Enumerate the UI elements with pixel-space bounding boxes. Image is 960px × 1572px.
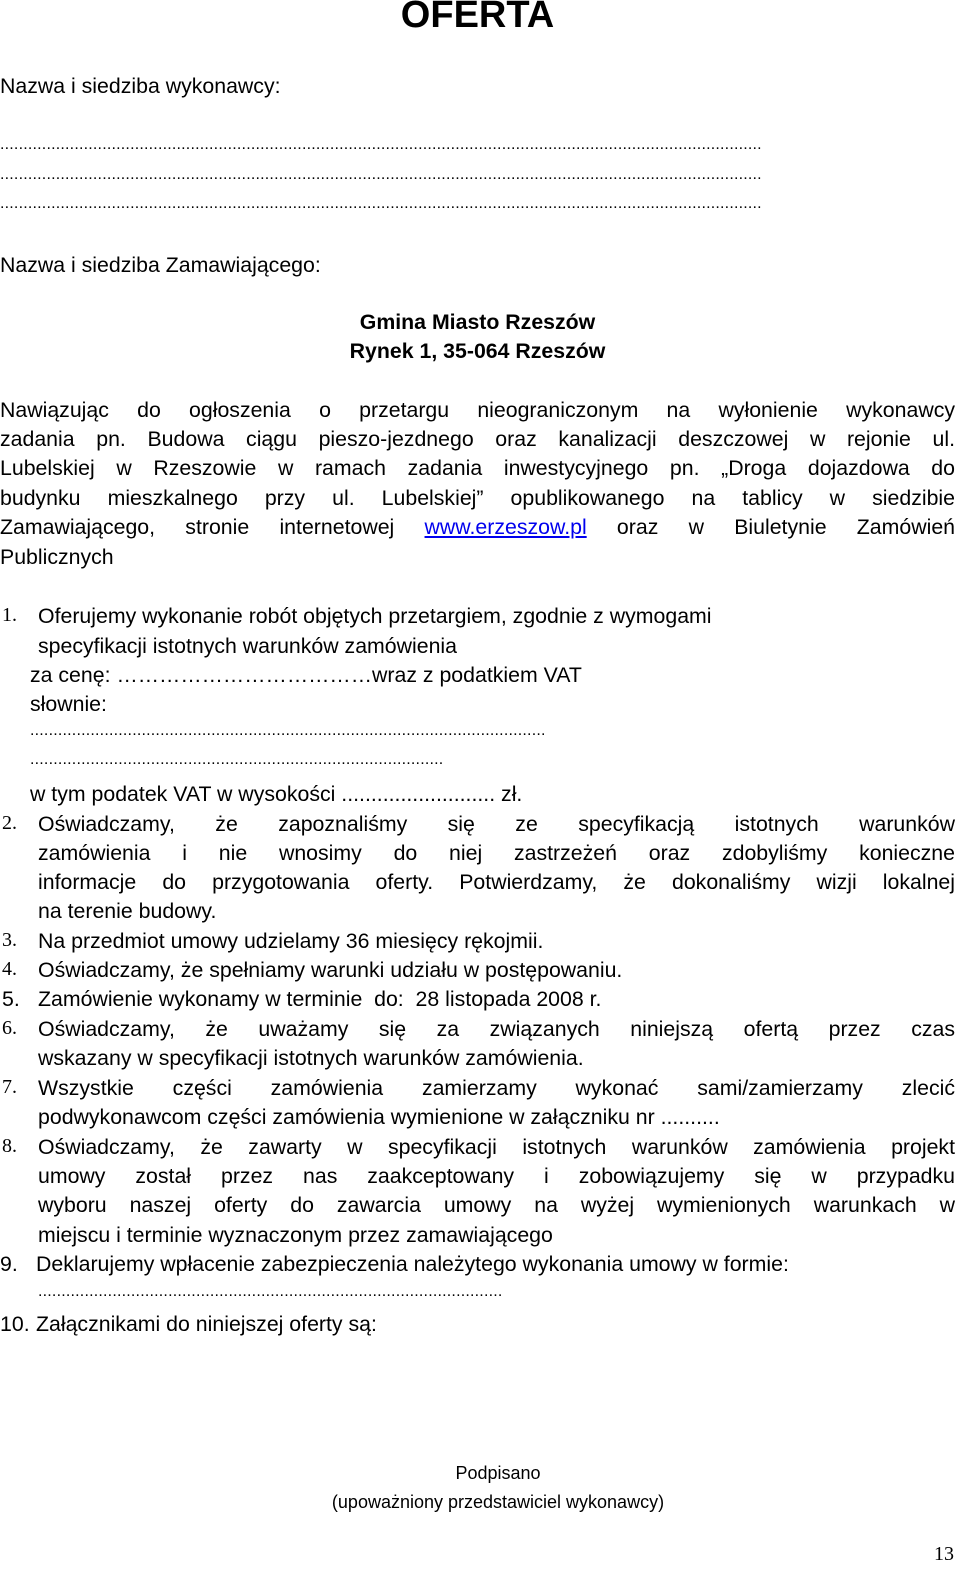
document-title: OFERTA xyxy=(400,0,555,36)
intro-text: oraz w Biuletynie Zamówień xyxy=(586,515,956,539)
signed-label: Podpisano xyxy=(455,1463,541,1483)
words-dots-line-2: ......................................................................................... xyxy=(30,751,444,768)
item-number: 6. xyxy=(2,1017,17,1039)
item-9-text: Deklarujemy wpłacenie zabezpieczenia należytego wykonania umowy w formie: xyxy=(36,1252,789,1276)
item-2-line: informacje do przygotowania oferty. Potwierdzamy, że dokonaliśmy wizji lokalnej xyxy=(38,870,955,894)
vat-unit: zł. xyxy=(501,782,523,806)
price-dots: ……………………………… xyxy=(116,663,372,687)
client-name: Gmina Miasto Rzeszów xyxy=(359,310,596,334)
page-number: 13 xyxy=(934,1543,954,1565)
intro-line: zadania pn. Budowa ciągu pieszo-jezdnego oraz kanalizacji deszczowej w rejonie ul. xyxy=(0,427,955,451)
item-8-line: miejscu i terminie wyznaczonym przez zamawiającego xyxy=(38,1223,553,1247)
item-3-text: Na przedmiot umowy udzielamy 36 miesięcy rękojmii. xyxy=(38,929,544,953)
item-2-line: zamówienia i nie wnosimy do niej zastrzeżeń oraz zdobyliśmy konieczne xyxy=(38,841,955,865)
price-label: za cenę: xyxy=(30,663,111,687)
signature-role: (upoważniony przedstawiciel wykonawcy) xyxy=(331,1492,665,1512)
vat-line xyxy=(30,780,522,809)
item-4-text: Oświadczamy, że spełniamy warunki udziału w postępowaniu. xyxy=(38,958,623,982)
item-number: 1. xyxy=(2,604,17,626)
contractor-dots-line-1: .................................................................................................................................................................... xyxy=(0,136,762,153)
item-number: 9. xyxy=(0,1252,18,1276)
item-6-line: Oświadczamy, że uważamy się za związanych niniejszą ofertą przez czas xyxy=(38,1017,955,1041)
item-8-line: wyboru naszej oferty do zawarcia umowy na wyżej wymienionych warunkach w xyxy=(38,1193,955,1217)
price-line xyxy=(30,661,582,690)
vat-label: w tym podatek VAT w wysokości xyxy=(30,782,336,806)
intro-text: Zamawiającego, stronie internetowej xyxy=(0,515,425,539)
words-label: słownie: xyxy=(30,692,107,716)
item-number: 7. xyxy=(2,1076,17,1098)
item-5-text: Zamówienie wykonamy w terminie do: 28 listopada 2008 r. xyxy=(38,987,602,1011)
intro-line: Lubelskiej w Rzeszowie w ramach zadania inwestycyjnego pn. „Droga dojazdowa do xyxy=(0,456,955,480)
website-link[interactable]: www.erzeszow.pl xyxy=(424,515,587,539)
intro-line: budynku mieszkalnego przy ul. Lubelskiej” opublikowanego na tablicy w siedzibie xyxy=(0,486,955,510)
intro-line: Nawiązując do ogłoszenia o przetargu nieograniczonym na wyłonienie wykonawcy xyxy=(0,398,955,422)
item-number: 2. xyxy=(2,812,17,834)
item-7-line: podwykonawcom części zamówienia wymienione w załączniku nr .......... xyxy=(38,1105,720,1129)
vat-dots: .......................... xyxy=(341,782,496,806)
item-6-line: wskazany w specyfikacji istotnych warunków zamówienia. xyxy=(38,1046,584,1070)
price-suffix: wraz z podatkiem VAT xyxy=(372,663,582,687)
item-9-dots: .................................................................................................... xyxy=(38,1283,503,1300)
item-number: 5. xyxy=(2,987,20,1011)
item-number: 10. xyxy=(0,1312,30,1336)
contractor-label: Nazwa i siedziba wykonawcy: xyxy=(0,74,281,98)
client-address: Rynek 1, 35-064 Rzeszów xyxy=(349,339,606,363)
intro-line-with-link xyxy=(0,513,955,542)
item-2-line: na terenie budowy. xyxy=(38,899,217,923)
item-number: 8. xyxy=(2,1135,17,1157)
item-2-line: Oświadczamy, że zapoznaliśmy się ze specyfikacją istotnych warunków xyxy=(38,812,955,836)
item-7-line: Wszystkie części zamówienia zamierzamy wykonać sami/zamierzamy zlecić xyxy=(38,1076,955,1100)
item-1-line: specyfikacji istotnych warunków zamówienia xyxy=(38,634,458,658)
item-number: 3. xyxy=(2,929,17,951)
intro-line: Publicznych xyxy=(0,545,114,569)
item-8-line: Oświadczamy, że zawarty w specyfikacji istotnych warunków zamówienia projekt xyxy=(38,1135,955,1159)
contractor-dots-line-3: .................................................................................................................................................................... xyxy=(0,195,762,212)
contractor-dots-line-2: .................................................................................................................................................................... xyxy=(0,166,762,183)
item-10-text: Załącznikami do niniejszej oferty są: xyxy=(36,1312,377,1336)
client-label: Nazwa i siedziba Zamawiającego: xyxy=(0,253,321,277)
item-number: 4. xyxy=(2,958,17,980)
item-1-line: Oferujemy wykonanie robót objętych przetargiem, zgodnie z wymogami xyxy=(38,604,712,628)
item-8-line: umowy został przez nas zaakceptowany i zobowiązujemy się w przypadku xyxy=(38,1164,955,1188)
words-dots-line-1: ............................................................................................................... xyxy=(30,722,546,739)
